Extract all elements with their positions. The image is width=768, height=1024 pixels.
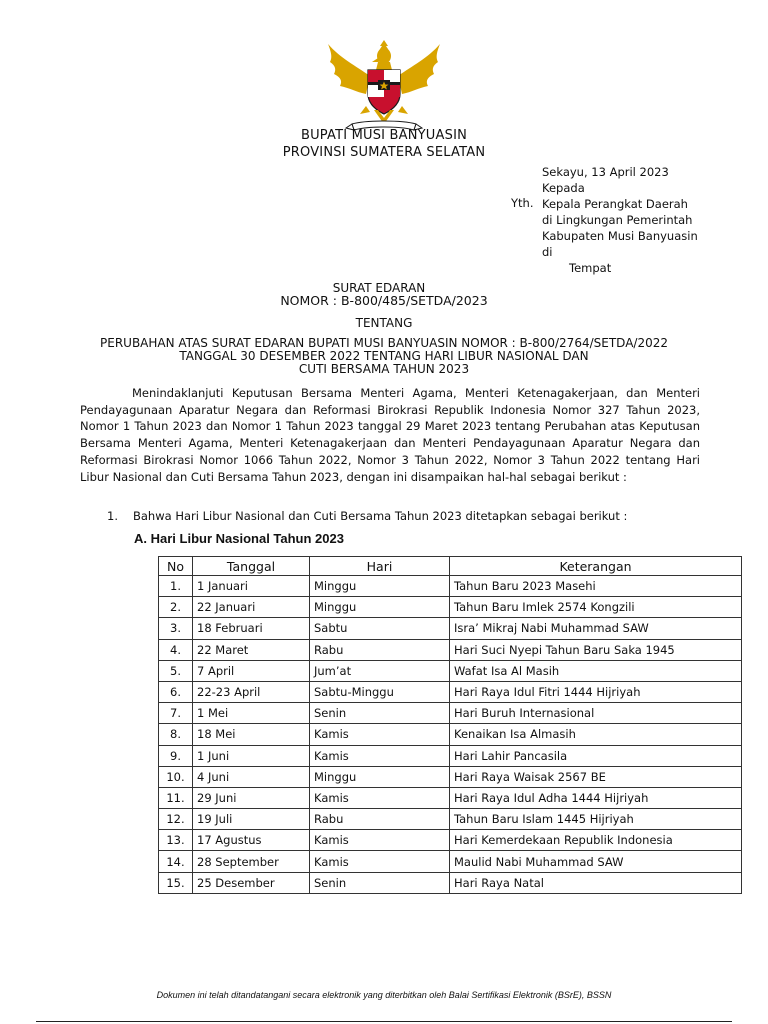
recipient-line: di Lingkungan Pemerintah	[542, 213, 693, 227]
row-number: 8.	[159, 724, 193, 745]
row-number: 13.	[159, 830, 193, 851]
row-number: 4.	[159, 639, 193, 660]
row-date: 7 April	[193, 660, 310, 681]
subject-line: PERUBAHAN ATAS SURAT EDARAN BUPATI MUSI BANYUASIN NOMOR : B-800/2764/SETDA/2022	[100, 336, 668, 350]
row-number: 14.	[159, 851, 193, 872]
row-description: Hari Lahir Pancasila	[450, 745, 742, 766]
table-row	[159, 766, 742, 787]
table-row	[159, 681, 742, 702]
tentang-heading: TENTANG	[355, 316, 413, 330]
row-date: 1 Januari	[193, 576, 310, 597]
row-number: 6.	[159, 681, 193, 702]
section-title: A. Hari Libur Nasional Tahun 2023	[134, 531, 344, 546]
table-row	[159, 703, 742, 724]
letter-number: NOMOR : B-800/485/SETDA/2023	[280, 293, 488, 308]
row-description: Hari Kemerdekaan Republik Indonesia	[450, 830, 742, 851]
row-date: 22-23 April	[193, 681, 310, 702]
row-number: 1.	[159, 576, 193, 597]
row-date: 18 Mei	[193, 724, 310, 745]
yth-label: Yth.	[511, 196, 534, 210]
row-date: 17 Agustus	[193, 830, 310, 851]
table-row	[159, 745, 742, 766]
numbered-point	[107, 509, 627, 523]
table-row	[159, 576, 742, 597]
row-date: 18 Februari	[193, 618, 310, 639]
row-number: 3.	[159, 618, 193, 639]
row-description: Tahun Baru 2023 Masehi	[450, 576, 742, 597]
table-row	[159, 618, 742, 639]
table-row	[159, 724, 742, 745]
row-number: 10.	[159, 766, 193, 787]
table-row	[159, 851, 742, 872]
table-row	[159, 639, 742, 660]
row-day: Kamis	[310, 724, 450, 745]
table-header-row	[159, 557, 742, 576]
row-day: Senin	[310, 703, 450, 724]
holiday-table	[158, 556, 742, 894]
recipient-line: di	[542, 245, 553, 259]
table-row	[159, 660, 742, 681]
table-row	[159, 597, 742, 618]
row-date: 28 September	[193, 851, 310, 872]
table-body	[159, 576, 742, 894]
row-date: 22 Maret	[193, 639, 310, 660]
row-number: 2.	[159, 597, 193, 618]
row-day: Senin	[310, 872, 450, 893]
body-paragraph: Menindaklanjuti Keputusan Bersama Menteri Agama, Menteri Ketenagakerjaan, dan Menteri Pendayagunaan Aparatur Negara dan Reformasi Birokrasi Republik Indonesia Nomor 327 Tahun 2023, Nomor 1 Tahun 2023 dan Nomor 1 Tahun 2023 tanggal 29 Maret 2023 tentang Perubahan atas Keputusan Bersama Menteri Agama, Menteri Ketenagakerjaan dan Menteri Pendayagunaan Aparatur Negara dan Reformasi Birokrasi Nomor 1066 Tahun 2022, Nomor 3 Tahun 2022, Nomor 3 Tahun 2022 tentang Hari Libur Nasional dan Cuti Bersama Tahun 2023, dengan ini disampaikan hal-hal sebagai berikut :	[80, 386, 700, 484]
letterhead-province: PROVINSI SUMATERA SELATAN	[282, 145, 486, 160]
kepada-label: Kepada	[542, 181, 585, 195]
e-signature-note: Dokumen ini telah ditandatangani secara elektronik yang diterbitkan oleh Balai Sertifikasi Elektronik (BSrE), BSSN	[156, 990, 612, 1000]
recipient-block	[542, 164, 698, 276]
table-row	[159, 787, 742, 808]
row-date: 29 Juni	[193, 787, 310, 808]
row-number: 12.	[159, 809, 193, 830]
point-text: Bahwa Hari Libur Nasional dan Cuti Bersama Tahun 2023 ditetapkan sebagai berikut :	[133, 509, 628, 523]
column-header: Hari	[310, 557, 450, 576]
row-day: Kamis	[310, 830, 450, 851]
row-day: Kamis	[310, 745, 450, 766]
row-day: Minggu	[310, 576, 450, 597]
row-day: Rabu	[310, 639, 450, 660]
row-day: Minggu	[310, 597, 450, 618]
row-description: Kenaikan Isa Almasih	[450, 724, 742, 745]
row-description: Hari Raya Natal	[450, 872, 742, 893]
row-date: 1 Mei	[193, 703, 310, 724]
row-date: 22 Januari	[193, 597, 310, 618]
subject-line: CUTI BERSAMA TAHUN 2023	[298, 362, 470, 376]
row-day: Minggu	[310, 766, 450, 787]
letter-type: SURAT EDARAN	[332, 281, 426, 295]
row-description: Hari Raya Waisak 2567 BE	[450, 766, 742, 787]
row-description: Tahun Baru Imlek 2574 Kongzili	[450, 597, 742, 618]
row-day: Sabtu-Minggu	[310, 681, 450, 702]
row-description: Hari Suci Nyepi Tahun Baru Saka 1945	[450, 639, 742, 660]
row-date: 1 Juni	[193, 745, 310, 766]
column-header: Keterangan	[450, 557, 742, 576]
row-number: 9.	[159, 745, 193, 766]
row-day: Kamis	[310, 851, 450, 872]
row-number: 15.	[159, 872, 193, 893]
row-date: 4 Juni	[193, 766, 310, 787]
point-number: 1.	[107, 509, 118, 523]
row-description: Isra’ Mikraj Nabi Muhammad SAW	[450, 618, 742, 639]
row-description: Hari Buruh Internasional	[450, 703, 742, 724]
recipient-line: Kabupaten Musi Banyuasin	[542, 229, 698, 243]
row-description: Hari Raya Idul Fitri 1444 Hijriyah	[450, 681, 742, 702]
recipient-line: Kepala Perangkat Daerah	[542, 197, 688, 211]
column-header: No	[159, 557, 193, 576]
recipient-place: Tempat	[569, 261, 612, 275]
row-number: 5.	[159, 660, 193, 681]
row-date: 19 Juli	[193, 809, 310, 830]
row-date: 25 Desember	[193, 872, 310, 893]
row-description: Tahun Baru Islam 1445 Hijriyah	[450, 809, 742, 830]
row-day: Sabtu	[310, 618, 450, 639]
table-row	[159, 809, 742, 830]
row-day: Jum’at	[310, 660, 450, 681]
row-day: Rabu	[310, 809, 450, 830]
column-header: Tanggal	[193, 557, 310, 576]
row-description: Maulid Nabi Muhammad SAW	[450, 851, 742, 872]
table-row	[159, 872, 742, 893]
row-description: Wafat Isa Al Masih	[450, 660, 742, 681]
letter-date: Sekayu, 13 April 2023	[542, 165, 669, 179]
subject-line: TANGGAL 30 DESEMBER 2022 TENTANG HARI LIBUR NASIONAL DAN	[179, 349, 589, 363]
footer-divider	[36, 1021, 732, 1022]
row-day: Kamis	[310, 787, 450, 808]
garuda-pancasila-emblem	[326, 36, 442, 136]
letterhead-title: BUPATI MUSI BANYUASIN	[300, 128, 468, 143]
row-number: 11.	[159, 787, 193, 808]
table-row	[159, 830, 742, 851]
row-number: 7.	[159, 703, 193, 724]
row-description: Hari Raya Idul Adha 1444 Hijriyah	[450, 787, 742, 808]
